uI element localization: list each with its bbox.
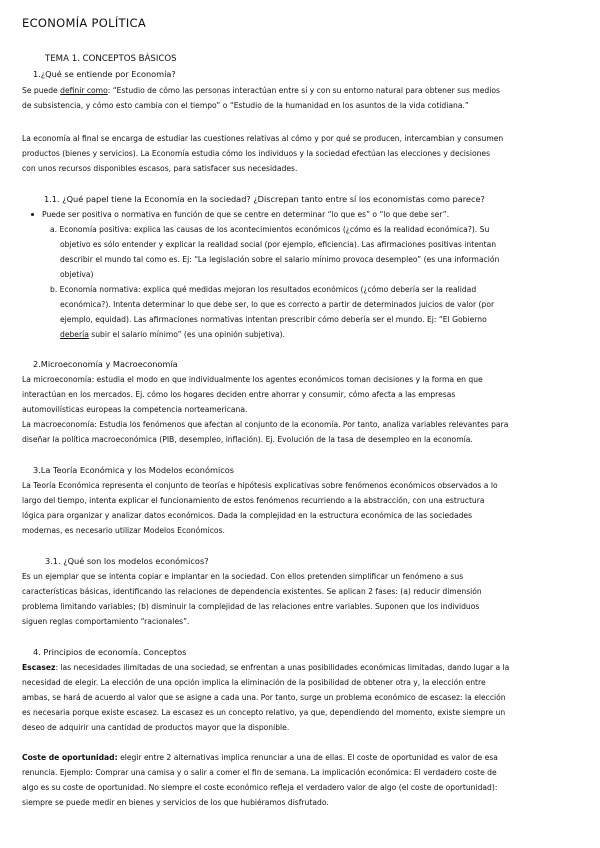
opportunity-cost-term: Coste de oportunidad: <box>22 753 118 762</box>
list-item-b-line <box>60 328 285 341</box>
paragraph-line: necesidad de elegir. La elección de una opción implica la eliminación de la posibilidad de obtener otra y, la elección entre <box>22 678 486 687</box>
section-1-heading: 1.¿Qué se entiende por Economía? <box>33 69 176 79</box>
paragraph-line: modernas, es necesario utilizar Modelos Económicos. <box>22 526 225 535</box>
paragraph-line: deseo de adquirir una cantidad de productos mayor que la disponible. <box>22 723 290 732</box>
scarcity-text: : las necesidades ilimitadas de una sociedad, se enfrentan a unas posibilidades económicas limitadas, dando lugar a la <box>55 663 510 672</box>
paragraph-line: La economía al final se encarga de estudiar las cuestiones relativas al cómo y por qué se producen, intercambian y consumen <box>22 134 504 143</box>
definition-rest: : “Estudio de cómo las personas interactúan entre sí y con su entorno natural para obtener sus medios <box>107 86 500 95</box>
list-item-a: a. Economía positiva: explica las causas de los acontecimientos económicos (¿cómo es la realidad económica?). Su <box>50 225 490 234</box>
list-item-b-line: económica?). Intenta determinar lo que debe ser, lo que es correcto a partir de determinados juicios de valor (por <box>60 300 495 309</box>
paragraph-line: Es un ejemplar que se intenta copiar e implantar en la sociedad. Con ellos pretenden simplificar un fenómeno a sus <box>22 572 464 581</box>
paragraph-line: diseñar la política macroeconómica (PIB, desempleo, inflación). Ej. Evolución de la tasa de desempleo en la economía. <box>22 435 473 444</box>
paragraph-line: interactúan en los mercados. Ej. cómo los hogares deciden entre ahorrar y consumir, cómo afecta a las empresas <box>22 390 456 399</box>
section-4-heading: 4. Principios de economía. Conceptos <box>33 647 187 657</box>
paragraph-line: ambas, se hará de acuerdo al valor que se asigne a cada una. Por tanto, surge un problema económico de escasez: la elección <box>22 693 506 702</box>
section-1-1-heading: 1.1. ¿Qué papel tiene la Economía en la sociedad? ¿Discrepan tanto entre sí los economistas como parece? <box>44 194 485 204</box>
list-item-b-line: ejemplo, equidad). Las afirmaciones normativas intentan prescribir cómo debería ser el mundo. Ej: “El Gobierno <box>60 315 487 324</box>
tema-heading: TEMA 1. CONCEPTOS BÁSICOS <box>45 54 177 64</box>
opportunity-cost-line-1 <box>22 751 498 764</box>
list-item-b-rest: subir el salario mínimo” (es una opinión subjetiva). <box>88 330 285 339</box>
paragraph-line: características básicas, identificando las relaciones de dependencia existentes. Se aplican 2 fases: (a) reducir dimensión <box>22 587 482 596</box>
bullet-text: Puede ser positiva o normativa en función de que se centre en determinar “lo que es” o “lo que debe ser”. <box>42 210 450 219</box>
list-item-a-line: describir el mundo tal como es. Ej: “La legislación sobre el salario mínimo provoca desempleo” (es una información <box>60 255 500 264</box>
list-item-a-line: objetiva) <box>60 270 94 279</box>
paragraph-line: La microeconomía: estudia el modo en que individualmente los agentes económicos toman decisiones y la forma en que <box>22 375 483 384</box>
paragraph-line: siempre se puede medir en bienes y servicios de los que hubiéramos disfrutado. <box>22 798 329 807</box>
paragraph-line: La macroeconomía: Estudia los fenómenos que afectan al conjunto de la economía. Por tanto, analiza variables relevantes para <box>22 420 509 429</box>
paragraph-line: siguen reglas comportamiento “racionales”. <box>22 617 190 626</box>
definition-underlined: definir como <box>60 86 108 95</box>
paragraph-line: largo del tiempo, intenta explicar el funcionamiento de estos fenómenos recurriendo a la abstracción, con una estructura <box>22 496 485 505</box>
paragraph-line: con unos recursos disponibles escasos, para satisfacer sus necesidades. <box>22 164 298 173</box>
paragraph-line: productos (bienes y servicios). La Economía estudia cómo los individuos y la sociedad efectúan las elecciones y decisiones <box>22 149 491 158</box>
paragraph-line: lógica para organizar y analizar datos económicos. Dada la complejidad en la estructura económica de las sociedades <box>22 511 473 520</box>
paragraph-line: renuncia. Ejemplo: Comprar una camisa y o salir a comer el fin de semana. La implicación económica: El verdadero coste de <box>22 768 497 777</box>
bullet-icon <box>31 213 34 216</box>
paragraph-line: es necesaria porque existe escasez. La escasez es un concepto relativo, ya que, dependiendo del momento, existe siempre un <box>22 708 506 717</box>
section-3-heading: 3.La Teoría Económica y los Modelos económicos <box>33 465 234 475</box>
list-item-b: b. Economía normativa: explica qué medidas mejoran los resultados económicos (¿cómo debería ser la realidad <box>50 285 477 294</box>
paragraph-line: La Teoría Económica representa el conjunto de teorías e hipótesis explicativas sobre fenómenos económicos observados a lo <box>22 481 498 490</box>
document-title: ECONOMÍA POLÍTICA <box>22 16 147 30</box>
scarcity-term: Escasez <box>22 663 56 672</box>
opportunity-cost-text: elegir entre 2 alternativas implica renunciar a una de ellas. El coste de oportunidad es valor de esa <box>117 753 498 762</box>
paragraph-line: algo es su coste de oportunidad. No siempre el coste económico refleja el verdadero valor de algo (el coste de oportunidad): <box>22 783 498 792</box>
definition-prefix: Se puede <box>22 86 61 95</box>
paragraph-line: problema limitando variables; (b) disminuir la complejidad de las relaciones entre variables. Suponen que los individuos <box>22 602 480 611</box>
section-3-1-heading: 3.1. ¿Qué son los modelos económicos? <box>45 556 209 566</box>
definition-line-1 <box>22 84 500 97</box>
scarcity-line-1 <box>22 661 509 674</box>
paragraph-line: automovilísticas europeas la competencia norteamericana. <box>22 405 248 414</box>
list-item-a-line: objetivo es sólo entender y explicar la realidad social (por ejemplo, eficiencia). Las afirmaciones positivas intentan <box>60 240 497 249</box>
underlined-word: debería <box>60 330 89 339</box>
section-2-heading: 2.Microeconomía y Macroeconomía <box>33 359 178 369</box>
definition-line-2: de subsistencia, y cómo esto cambia con el tiempo” o “Estudio de la humanidad en los asuntos de la vida cotidiana.” <box>22 101 469 110</box>
